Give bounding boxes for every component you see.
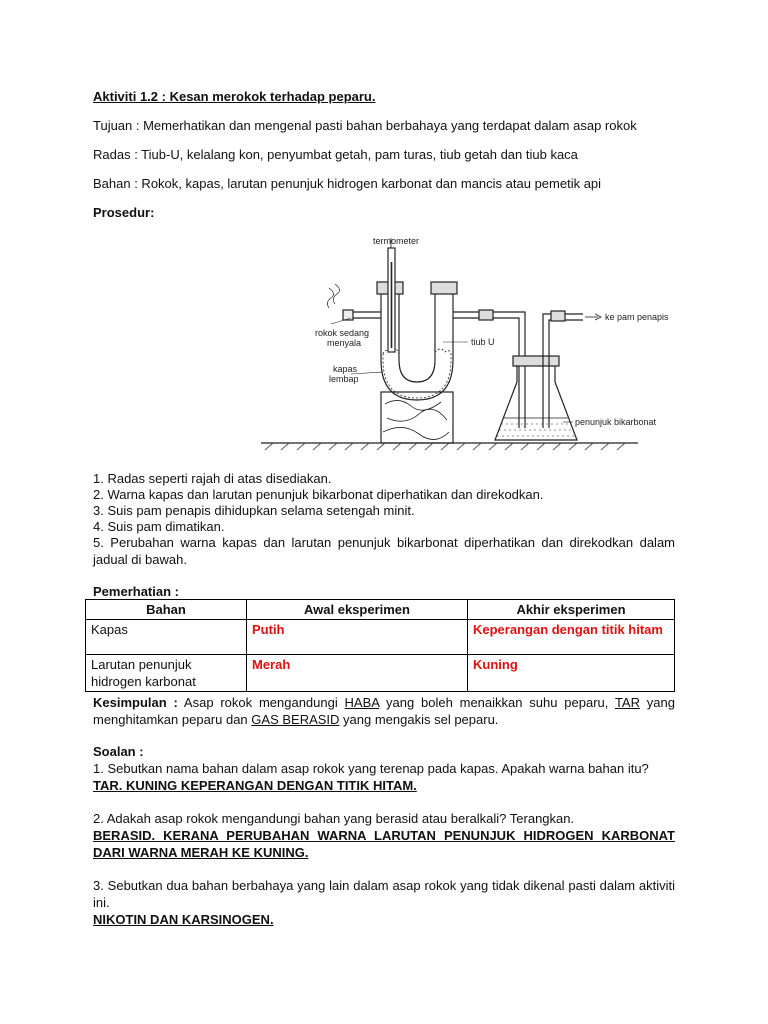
radas-line: Radas : Tiub-U, kelalang kon, penyumbat getah, pam turas, tiub getah dan tiub kaca [93, 147, 578, 162]
wood-grain [383, 400, 449, 439]
label-rokok-1: rokok sedang [315, 328, 370, 338]
table-header: Awal eksperimen [247, 600, 468, 620]
keyword-haba: HABA [344, 695, 380, 710]
label-termometer: termometer [373, 236, 420, 246]
prosedur-heading: Prosedur: [93, 205, 155, 220]
step-1: 1. Radas seperti rajah di atas disediakan. [93, 471, 332, 486]
question-1: 1. Sebutkan nama bahan dalam asap rokok yang terenap pada kapas. Apakah warna bahan itu? [93, 761, 649, 776]
answer-1: TAR. KUNING KEPERANGAN DENGAN TITIK HITAM. [93, 778, 417, 793]
bahan-line: Bahan : Rokok, kapas, larutan penunjuk hidrogen karbonat dan mancis atau pemetik api [93, 176, 602, 191]
step-2: 2. Warna kapas dan larutan penunjuk bikarbonat diperhatikan dan direkodkan. [93, 487, 544, 502]
table-cell: Larutan penunjuk hidrogen karbonat [86, 655, 247, 692]
step-3: 3. Suis pam penapis dihidupkan selama setengah minit. [93, 503, 415, 518]
smoke [327, 284, 339, 308]
cotton-wool [383, 349, 451, 398]
keyword-tar: TAR [614, 695, 640, 710]
label-ke-pam: ke pam penapis [605, 312, 669, 322]
table-cell: Kuning [468, 655, 675, 692]
table-header-row [86, 600, 675, 620]
apparatus-diagram [233, 232, 673, 454]
table-cell: Putih [247, 620, 468, 655]
cigarette [343, 310, 353, 320]
stopper-right [431, 282, 457, 294]
kesimpulan-text: yang mengakis sel peparu. [339, 712, 499, 727]
table-cell: Keperangan dengan titik hitam [468, 620, 675, 655]
table-header: Akhir eksperimen [468, 600, 675, 620]
label-rokok-2: menyala [327, 338, 362, 348]
question-2: 2. Adakah asap rokok mengandungi bahan yang berasid atau beralkali? Terangkan. [93, 811, 575, 826]
table-cell: Kapas [86, 620, 247, 655]
flask-stopper [513, 356, 559, 366]
bench-hatching [265, 443, 625, 450]
kesimpulan-text: Asap rokok mengandungi [177, 695, 345, 710]
kesimpulan-paragraph [93, 694, 675, 728]
table-row [86, 620, 675, 655]
kesimpulan-label: Kesimpulan : [93, 695, 178, 710]
label-tiub-u: tiub U [471, 337, 495, 347]
pemerhatian-heading: Pemerhatian : [93, 584, 179, 599]
soalan-heading: Soalan : [93, 744, 144, 759]
label-kapas-1: kapas [333, 364, 358, 374]
outlet-tube [453, 312, 525, 428]
tujuan-line: Tujuan : Memerhatikan dan mengenal pasti bahan berbahaya yang terdapat dalam asap rokok [93, 118, 637, 133]
activity-title: Aktiviti 1.2 : Kesan merokok terhadap peparu. [93, 89, 376, 104]
step-5: 5. Perubahan warna kapas dan larutan penunjuk bikarbonat diperhatikan dan direkodkan dalam jadual di bawah. [93, 535, 675, 567]
question-3: 3. Sebutkan dua bahan berbahaya yang lain dalam asap rokok yang tidak dikenal pasti dalam aktiviti ini. [93, 878, 675, 910]
kesimpulan-text: yang boleh menaikkan suhu peparu, [379, 695, 615, 710]
observation-table [85, 599, 675, 692]
table-cell: Merah [247, 655, 468, 692]
conical-flask [495, 362, 577, 440]
rubber-tube-1 [479, 310, 493, 320]
table-header: Bahan [86, 600, 247, 620]
rubber-tube-2 [551, 311, 565, 321]
answer-3: NIKOTIN DAN KARSINOGEN. [93, 912, 274, 927]
keyword-gas-berasid: GAS BERASID [251, 712, 340, 727]
answer-2: BERASID. KERANA PERUBAHAN WARNA LARUTAN PENUNJUK HIDROGEN KARBONAT DARI WARNA MERAH KE KUNING. [93, 828, 675, 860]
u-tube-inner [399, 290, 435, 382]
kesimpulan-text: yang menghitamkan peparu dan [93, 695, 675, 727]
step-4: 4. Suis pam dimatikan. [93, 519, 225, 534]
label-kapas-2: lembap [329, 374, 359, 384]
label-penunjuk: penunjuk bikarbonat [575, 417, 657, 427]
table-row [86, 655, 675, 692]
